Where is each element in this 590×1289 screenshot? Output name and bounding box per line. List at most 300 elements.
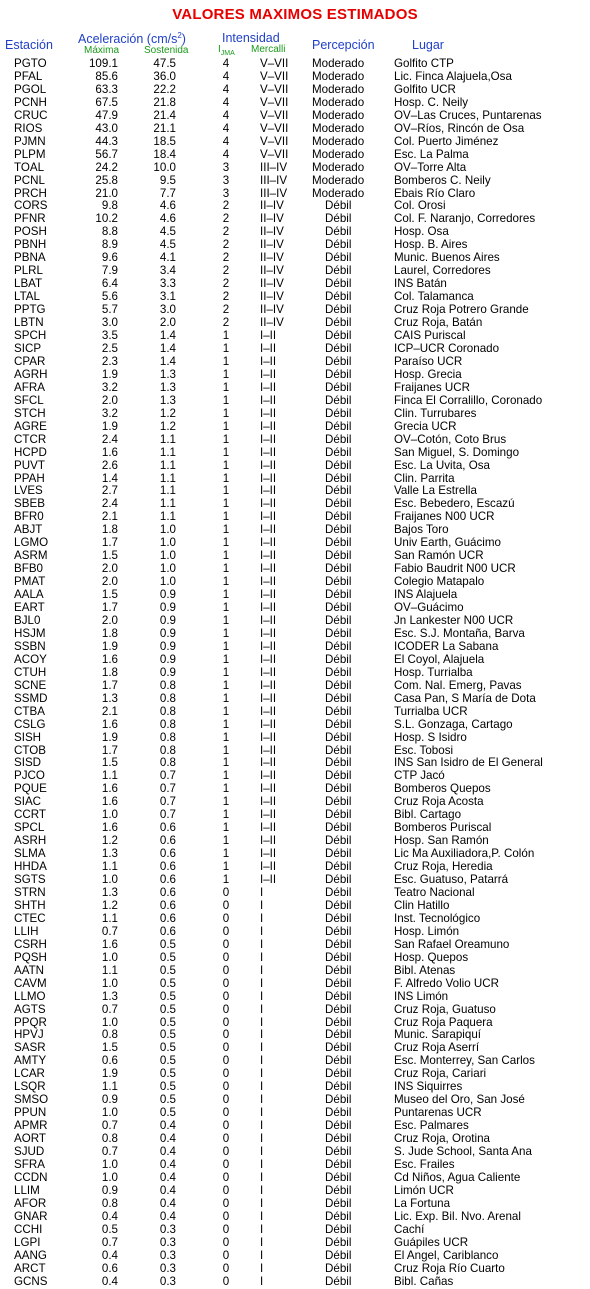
- jma-intensity: 1: [222, 873, 230, 887]
- sustained-acceleration: 1.2: [159, 406, 176, 420]
- mercalli-intensity: I: [260, 989, 264, 1003]
- station-code: CTEC: [14, 911, 46, 925]
- station-code: LSQR: [14, 1080, 46, 1094]
- perception: Débil: [325, 497, 352, 511]
- jma-intensity: 2: [222, 303, 230, 317]
- station-code: AFRA: [14, 380, 45, 394]
- jma-intensity: 0: [222, 989, 230, 1003]
- station-code: CSRH: [14, 937, 47, 951]
- mercalli-intensity: I–II: [260, 626, 277, 640]
- location: Cruz Roja Potrero Grande: [394, 303, 529, 317]
- station-code: HSJM: [14, 626, 46, 640]
- jma-intensity: 0: [222, 1054, 230, 1068]
- perception: Débil: [325, 471, 352, 485]
- location: Grecia UCR: [394, 419, 457, 433]
- table-row: [0, 1017, 590, 1030]
- perception: Débil: [325, 1209, 352, 1223]
- mercalli-intensity: I: [260, 898, 264, 912]
- table-row: [0, 926, 590, 939]
- mercalli-intensity: I: [260, 1248, 264, 1262]
- location: Fabio Baudrit N00 UCR: [394, 562, 516, 576]
- sustained-acceleration: 0.5: [159, 1041, 176, 1055]
- station-code: SISH: [14, 730, 42, 744]
- station-code: PJCO: [14, 769, 45, 783]
- location: Univ Earth, Guácimo: [394, 536, 501, 550]
- jma-intensity: 4: [222, 147, 230, 161]
- table-row: [0, 965, 590, 978]
- station-code: LLIM: [14, 1183, 40, 1197]
- table-row: [0, 330, 590, 343]
- perception: Débil: [325, 536, 352, 550]
- table-row: [0, 576, 590, 589]
- sustained-acceleration: 7.7: [159, 186, 176, 200]
- sustained-acceleration: 0.4: [159, 1119, 176, 1133]
- sustained-acceleration: 4.5: [159, 225, 176, 239]
- sustained-acceleration: 0.5: [159, 950, 176, 964]
- max-acceleration: 56.7: [95, 147, 118, 161]
- jma-intensity: 1: [222, 691, 230, 705]
- station-code: AATN: [14, 963, 45, 977]
- location: San Miguel, S. Domingo: [394, 445, 520, 459]
- station-code: SIAC: [14, 795, 42, 809]
- max-acceleration: 2.1: [101, 704, 118, 718]
- table-row: [0, 874, 590, 887]
- table-row: [0, 226, 590, 239]
- mercalli-intensity: I–II: [260, 575, 277, 589]
- location: Col. Talamanca: [394, 290, 474, 304]
- location: Museo del Oro, San José: [394, 1093, 525, 1107]
- max-acceleration: 1.1: [101, 963, 118, 977]
- jma-intensity: 0: [222, 1145, 230, 1159]
- location: Fraijanes UCR: [394, 380, 471, 394]
- jma-intensity: 0: [222, 1235, 230, 1249]
- perception: Débil: [325, 717, 352, 731]
- jma-intensity: 3: [222, 173, 230, 187]
- table-row: [0, 719, 590, 732]
- max-acceleration: 2.0: [101, 562, 118, 576]
- jma-intensity: 1: [222, 341, 230, 355]
- table-row: [0, 693, 590, 706]
- jma-intensity: 1: [222, 329, 230, 343]
- perception: Débil: [325, 1119, 352, 1133]
- perception: Débil: [325, 419, 352, 433]
- jma-intensity: 4: [222, 121, 230, 135]
- sustained-acceleration: 0.3: [159, 1261, 176, 1275]
- station-code: LBTN: [14, 316, 44, 330]
- max-acceleration: 0.7: [101, 924, 118, 938]
- mercalli-intensity: I: [260, 1196, 264, 1210]
- station-code: PLPM: [14, 147, 46, 161]
- sustained-acceleration: 0.6: [159, 847, 176, 861]
- jma-intensity: 0: [222, 1119, 230, 1133]
- perception: Débil: [325, 212, 352, 226]
- jma-intensity: 0: [222, 1274, 230, 1288]
- max-acceleration: 1.5: [101, 588, 118, 602]
- jma-intensity: 0: [222, 1080, 230, 1094]
- mercalli-intensity: I: [260, 950, 264, 964]
- mercalli-intensity: II–IV: [260, 290, 284, 304]
- table-row: [0, 1224, 590, 1237]
- mercalli-intensity: I: [260, 1093, 264, 1107]
- location: Hosp. Grecia: [394, 367, 462, 381]
- table-row: [0, 1185, 590, 1198]
- station-code: GCNS: [14, 1274, 48, 1288]
- max-acceleration: 44.3: [95, 134, 118, 148]
- table-row: [0, 1172, 590, 1185]
- station-code: LLMO: [14, 989, 46, 1003]
- sustained-acceleration: 0.4: [159, 1170, 176, 1184]
- location: Inst. Tecnológico: [394, 911, 481, 925]
- jma-intensity: 2: [222, 316, 230, 330]
- table-row: [0, 473, 590, 486]
- table-row: [0, 1237, 590, 1250]
- table-row: [0, 1250, 590, 1263]
- sustained-acceleration: 0.6: [159, 873, 176, 887]
- perception: Débil: [325, 1093, 352, 1107]
- perception: Débil: [325, 1261, 352, 1275]
- location: Esc. La Palma: [394, 147, 469, 161]
- station-code: EART: [14, 601, 45, 615]
- max-acceleration: 2.4: [101, 432, 118, 446]
- max-acceleration: 1.8: [101, 523, 118, 537]
- perception: Débil: [325, 963, 352, 977]
- max-acceleration: 9.8: [101, 199, 118, 213]
- jma-intensity: 0: [222, 1067, 230, 1081]
- mercalli-intensity: II–IV: [260, 212, 284, 226]
- table-row: [0, 757, 590, 770]
- jma-intensity: 1: [222, 730, 230, 744]
- perception: Débil: [325, 1002, 352, 1016]
- location: INS Batán: [394, 277, 447, 291]
- max-acceleration: 1.0: [101, 1158, 118, 1172]
- table-row: [0, 395, 590, 408]
- jma-intensity: 1: [222, 613, 230, 627]
- jma-intensity: 1: [222, 497, 230, 511]
- mercalli-intensity: II–IV: [260, 238, 284, 252]
- max-acceleration: 2.0: [101, 575, 118, 589]
- perception: Moderado: [312, 69, 365, 83]
- table-row: [0, 175, 590, 188]
- max-acceleration: 47.9: [95, 108, 118, 122]
- max-acceleration: 10.2: [95, 212, 118, 226]
- location: Golfito CTP: [394, 57, 454, 70]
- sustained-acceleration: 0.8: [159, 743, 176, 757]
- perception: Débil: [325, 484, 352, 498]
- perception: Débil: [325, 329, 352, 343]
- jma-intensity: 1: [222, 717, 230, 731]
- station-code: ARCT: [14, 1261, 46, 1275]
- station-code: SMSO: [14, 1093, 49, 1107]
- location: Puntarenas UCR: [394, 1106, 482, 1120]
- location: Hosp. San Ramón: [394, 834, 489, 848]
- mercalli-intensity: III–IV: [260, 186, 288, 200]
- jma-intensity: 1: [222, 808, 230, 822]
- location: ICP–UCR Coronado: [394, 341, 500, 355]
- station-code: ACOY: [14, 652, 47, 666]
- station-code: CTBA: [14, 704, 45, 718]
- max-acceleration: 9.6: [101, 251, 118, 265]
- station-code: PLRL: [14, 264, 44, 278]
- jma-intensity: 0: [222, 1106, 230, 1120]
- max-acceleration: 1.7: [101, 743, 118, 757]
- jma-intensity: 0: [222, 1183, 230, 1197]
- jma-intensity: 4: [222, 69, 230, 83]
- table-row: [0, 1029, 590, 1042]
- jma-intensity: 0: [222, 1041, 230, 1055]
- perception: Débil: [325, 795, 352, 809]
- table-row: [0, 887, 590, 900]
- mercalli-intensity: I: [260, 1054, 264, 1068]
- jma-intensity: 0: [222, 1093, 230, 1107]
- sustained-acceleration: 1.4: [159, 329, 176, 343]
- max-acceleration: 67.5: [95, 95, 118, 109]
- max-acceleration: 1.9: [101, 367, 118, 381]
- sustained-acceleration: 0.6: [159, 860, 176, 874]
- sustained-acceleration: 0.4: [159, 1196, 176, 1210]
- perception: Débil: [325, 808, 352, 822]
- jma-intensity: 1: [222, 834, 230, 848]
- table-row: [0, 434, 590, 447]
- station-code: SCNE: [14, 678, 47, 692]
- station-code: CCRT: [14, 808, 46, 822]
- mercalli-intensity: I–II: [260, 406, 277, 420]
- location: Bibl. Atenas: [394, 963, 456, 977]
- header-lugar: Lugar: [412, 38, 444, 52]
- perception: Débil: [325, 911, 352, 925]
- station-code: PFNR: [14, 212, 46, 226]
- max-acceleration: 3.2: [101, 406, 118, 420]
- perception: Débil: [325, 1170, 352, 1184]
- mercalli-intensity: I–II: [260, 873, 277, 887]
- header-mercalli: Mercalli: [251, 44, 286, 55]
- station-code: SPCH: [14, 329, 47, 343]
- location: INS San Isidro de El General: [394, 756, 543, 770]
- location: Cruz Roja, Heredia: [394, 860, 493, 874]
- station-code: CSLG: [14, 717, 46, 731]
- max-acceleration: 1.6: [101, 821, 118, 835]
- sustained-acceleration: 1.1: [159, 458, 176, 472]
- station-code: PGOL: [14, 82, 47, 96]
- station-code: CTUH: [14, 665, 47, 679]
- jma-intensity: 1: [222, 652, 230, 666]
- mercalli-intensity: I–II: [260, 717, 277, 731]
- max-acceleration: 1.0: [101, 1170, 118, 1184]
- sustained-acceleration: 1.1: [159, 510, 176, 524]
- perception: Débil: [325, 303, 352, 317]
- sustained-acceleration: 0.8: [159, 730, 176, 744]
- header-jma: $I_{JMA}$: [218, 44, 235, 57]
- table-row: [0, 952, 590, 965]
- location: Esc. Frailes: [394, 1158, 455, 1172]
- perception: Débil: [325, 1106, 352, 1120]
- station-code: SLMA: [14, 847, 46, 861]
- table-row: [0, 628, 590, 641]
- station-code: PFAL: [14, 69, 43, 83]
- jma-intensity: 1: [222, 704, 230, 718]
- sustained-acceleration: 0.4: [159, 1132, 176, 1146]
- max-acceleration: 25.8: [95, 173, 118, 187]
- jma-intensity: 0: [222, 937, 230, 951]
- sustained-acceleration: 0.6: [159, 821, 176, 835]
- station-code: HCPD: [14, 445, 47, 459]
- header-maxima: Máxima: [84, 45, 120, 56]
- table-row: [0, 252, 590, 265]
- perception: Débil: [325, 639, 352, 653]
- station-code: PCNL: [14, 173, 45, 187]
- max-acceleration: 24.2: [95, 160, 118, 174]
- location: INS Siquirres: [394, 1080, 463, 1094]
- sustained-acceleration: 4.6: [159, 212, 176, 226]
- location: OV–Cotón, Coto Brus: [394, 432, 507, 446]
- table-row: [0, 460, 590, 473]
- jma-intensity: 0: [222, 1209, 230, 1223]
- mercalli-intensity: I: [260, 1041, 264, 1055]
- station-code: LGPI: [14, 1235, 41, 1249]
- sustained-acceleration: 4.1: [159, 251, 176, 265]
- table-row: [0, 524, 590, 537]
- jma-intensity: 1: [222, 393, 230, 407]
- station-code: BFR0: [14, 510, 44, 524]
- mercalli-intensity: I: [260, 1209, 264, 1223]
- perception: Débil: [325, 1028, 352, 1042]
- station-code: SFRA: [14, 1158, 45, 1172]
- mercalli-intensity: V–VII: [260, 108, 289, 122]
- table-row: [0, 239, 590, 252]
- perception: Moderado: [312, 121, 365, 135]
- location: Cruz Roja Río Cuarto: [394, 1261, 505, 1275]
- sustained-acceleration: 3.3: [159, 277, 176, 291]
- location: Ebais Río Claro: [394, 186, 476, 200]
- sustained-acceleration: 1.0: [159, 562, 176, 576]
- sustained-acceleration: 0.9: [159, 639, 176, 653]
- location: Limón UCR: [394, 1183, 454, 1197]
- sustained-acceleration: 1.1: [159, 471, 176, 485]
- max-acceleration: 0.4: [101, 1274, 118, 1288]
- max-acceleration: 43.0: [95, 121, 118, 135]
- location: Hosp. Limón: [394, 924, 460, 938]
- jma-intensity: 2: [222, 238, 230, 252]
- perception: Débil: [325, 510, 352, 524]
- location: INS Limón: [394, 989, 449, 1003]
- perception: Moderado: [312, 147, 365, 161]
- jma-intensity: 2: [222, 264, 230, 278]
- perception: Moderado: [312, 95, 365, 109]
- max-acceleration: 1.6: [101, 937, 118, 951]
- jma-intensity: 1: [222, 484, 230, 498]
- mercalli-intensity: I–II: [260, 354, 277, 368]
- mercalli-intensity: I: [260, 886, 264, 899]
- mercalli-intensity: I–II: [260, 497, 277, 511]
- location: El Coyol, Alajuela: [394, 652, 485, 666]
- table-row: [0, 317, 590, 330]
- mercalli-intensity: III–IV: [260, 173, 288, 187]
- jma-intensity: 1: [222, 821, 230, 835]
- location: Laurel, Corredores: [394, 264, 491, 278]
- location: Cruz Roja Aserrí: [394, 1041, 480, 1055]
- max-acceleration: 1.0: [101, 976, 118, 990]
- table-row: [0, 149, 590, 162]
- station-code: SBEB: [14, 497, 45, 511]
- station-code: CPAR: [14, 354, 46, 368]
- max-acceleration: 0.6: [101, 1054, 118, 1068]
- mercalli-intensity: I–II: [260, 367, 277, 381]
- table-row: [0, 913, 590, 926]
- max-acceleration: 8.9: [101, 238, 118, 252]
- jma-intensity: 1: [222, 380, 230, 394]
- sustained-acceleration: 0.5: [159, 989, 176, 1003]
- perception: Moderado: [312, 82, 365, 96]
- max-acceleration: 1.6: [101, 795, 118, 809]
- sustained-acceleration: 1.3: [159, 367, 176, 381]
- mercalli-intensity: I–II: [260, 393, 277, 407]
- mercalli-intensity: V–VII: [260, 147, 289, 161]
- location: El Angel, Cariblanco: [394, 1248, 499, 1262]
- max-acceleration: 0.5: [101, 1222, 118, 1236]
- page-title: VALORES MAXIMOS ESTIMADOS: [172, 6, 418, 23]
- location: Bibl. Cañas: [394, 1274, 454, 1288]
- sustained-acceleration: 0.6: [159, 898, 176, 912]
- perception: Débil: [325, 743, 352, 757]
- jma-intensity: 4: [222, 57, 230, 70]
- station-code: CAVM: [14, 976, 47, 990]
- perception: Débil: [325, 613, 352, 627]
- sustained-acceleration: 1.0: [159, 575, 176, 589]
- station-code: LCAR: [14, 1067, 45, 1081]
- mercalli-intensity: V–VII: [260, 134, 289, 148]
- mercalli-intensity: I: [260, 1158, 264, 1172]
- max-acceleration: 0.4: [101, 1248, 118, 1262]
- mercalli-intensity: V–VII: [260, 95, 289, 109]
- mercalli-intensity: III–IV: [260, 160, 288, 174]
- sustained-acceleration: 0.5: [159, 1080, 176, 1094]
- jma-intensity: 1: [222, 523, 230, 537]
- max-acceleration: 1.9: [101, 419, 118, 433]
- perception: Débil: [325, 1132, 352, 1146]
- location: San Ramón UCR: [394, 549, 484, 563]
- mercalli-intensity: I: [260, 1261, 264, 1275]
- location: Col. Puerto Jiménez: [394, 134, 499, 148]
- table-row: [0, 589, 590, 602]
- location: Cruz Roja Paquera: [394, 1015, 493, 1029]
- mercalli-intensity: I: [260, 1145, 264, 1159]
- mercalli-intensity: I–II: [260, 549, 277, 563]
- sustained-acceleration: 0.6: [159, 911, 176, 925]
- station-code: PMAT: [14, 575, 46, 589]
- max-acceleration: 1.3: [101, 989, 118, 1003]
- location: Esc. Guatuso, Patarrá: [394, 873, 509, 887]
- location: Col. F. Naranjo, Corredores: [394, 212, 536, 226]
- location: Paraíso UCR: [394, 354, 463, 368]
- table-row: [0, 667, 590, 680]
- max-acceleration: 0.8: [101, 1028, 118, 1042]
- jma-intensity: 0: [222, 1028, 230, 1042]
- location: Hosp. Osa: [394, 225, 449, 239]
- perception: Débil: [325, 691, 352, 705]
- sustained-acceleration: 0.8: [159, 678, 176, 692]
- mercalli-intensity: I–II: [260, 432, 277, 446]
- table-row: [0, 447, 590, 460]
- station-code: LVES: [14, 484, 43, 498]
- perception: Débil: [325, 678, 352, 692]
- perception: Débil: [325, 873, 352, 887]
- max-acceleration: 0.7: [101, 1119, 118, 1133]
- location: Cd Niños, Agua Caliente: [394, 1170, 521, 1184]
- location: Hosp. Quepos: [394, 950, 469, 964]
- perception: Débil: [325, 1235, 352, 1249]
- jma-intensity: 2: [222, 225, 230, 239]
- station-code: AMTY: [14, 1054, 47, 1068]
- jma-intensity: 2: [222, 277, 230, 291]
